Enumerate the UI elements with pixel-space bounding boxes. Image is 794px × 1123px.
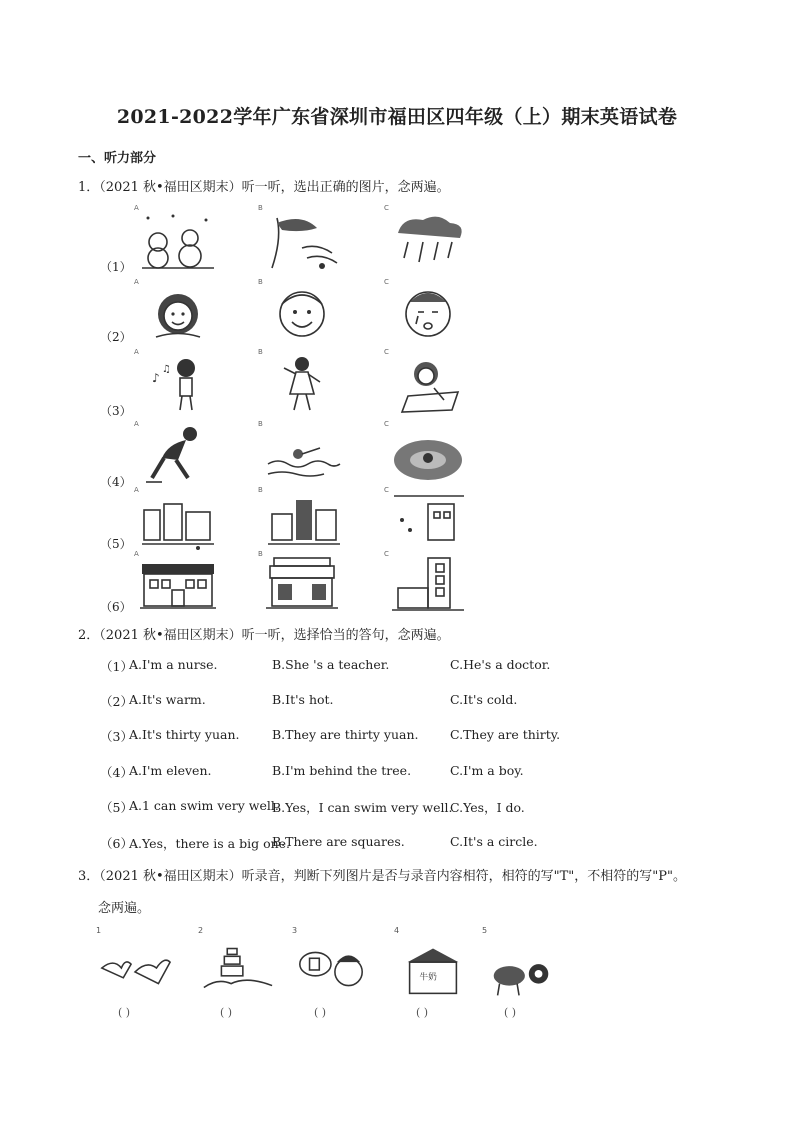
option-a[interactable]: A.Yes，there is a big one. [129, 836, 291, 851]
picture-row-number: （2） [100, 330, 132, 344]
picture-option-letter: B [258, 348, 263, 356]
picture-row-number: （4） [100, 475, 132, 489]
option-a[interactable]: A.I'm a nurse. [129, 657, 218, 672]
girl-singing-icon [134, 348, 218, 414]
picture-option-letter: C [384, 348, 389, 356]
picture-option-letter: A [134, 348, 139, 356]
smiling-boy-face-icon [258, 278, 342, 344]
crying-face-icon [384, 278, 468, 344]
svg-text:♪: ♪ [152, 371, 160, 385]
answer-blank[interactable]: ( ) [416, 1006, 429, 1019]
picture-option-letter: A [134, 420, 139, 428]
option-b[interactable]: B.There are squares. [272, 834, 405, 849]
option-b[interactable]: B.It's hot. [272, 692, 334, 707]
option-number: （3） [100, 729, 133, 744]
option-c[interactable]: C.It's a circle. [450, 834, 538, 849]
picture-option-letter: A [134, 486, 139, 494]
option-number: （5） [100, 800, 133, 815]
section-heading-listening: 一、听力部分 [78, 151, 157, 166]
svg-text:♫: ♫ [162, 364, 171, 375]
svg-text:牛奶: 牛奶 [419, 972, 437, 983]
answer-blank[interactable]: ( ) [118, 1006, 131, 1019]
swimmer-in-pool-icon [384, 420, 468, 486]
option-c[interactable]: C.I'm a boy. [450, 763, 524, 778]
picture-row-number: （6） [100, 600, 132, 614]
option-b[interactable]: B.She 's a teacher. [272, 657, 390, 672]
shops-scene-icon [258, 486, 342, 552]
option-b[interactable]: B.Yes，I can swim very well. [272, 800, 453, 815]
page-title: 2021-2022学年广东省深圳市福田区四年级（上）期末英语试卷 [116, 106, 678, 128]
picture-option-letter: A [134, 550, 139, 558]
question-1-heading: 1．（2021 秋•福田区期末）听一听，选出正确的图片，念两遍。 [78, 180, 450, 195]
girl-dancing-icon [258, 348, 342, 414]
pagoda-landscape-icon [198, 926, 276, 1000]
option-b[interactable]: B.I'm behind the tree. [272, 763, 412, 778]
girl-face-icon [134, 278, 218, 344]
picture-option-letter: B [258, 204, 263, 212]
picture-number: 5 [482, 926, 488, 935]
answer-blank[interactable]: ( ) [314, 1006, 327, 1019]
picture-row-number: （1） [100, 260, 132, 274]
library-building-icon [384, 550, 468, 616]
snowman-kids-icon [134, 204, 218, 270]
option-c[interactable]: C.It's cold. [450, 692, 518, 707]
doves-icon [96, 926, 174, 1000]
picture-option-letter: C [384, 486, 389, 494]
option-a[interactable]: A.1 can swim very well. [129, 798, 279, 813]
windy-tree-icon [258, 204, 342, 270]
skater-icon [134, 420, 218, 486]
girl-drawing-icon [384, 348, 468, 414]
option-a[interactable]: A.I'm eleven. [129, 763, 212, 778]
option-c[interactable]: C.Yes，I do. [450, 800, 525, 815]
option-a[interactable]: A.It's thirty yuan. [129, 727, 240, 742]
picture-option-letter: B [258, 278, 263, 286]
option-c[interactable]: C.He's a doctor. [450, 657, 551, 672]
option-b[interactable]: B.They are thirty yuan. [272, 727, 419, 742]
option-c[interactable]: C.They are thirty. [450, 727, 561, 742]
picture-option-letter: C [384, 204, 389, 212]
picture-row-number: （5） [100, 537, 132, 551]
picture-option-letter: A [134, 278, 139, 286]
town-scene-icon [384, 486, 468, 552]
picture-option-letter: B [258, 486, 263, 494]
picture-option-letter: B [258, 550, 263, 558]
picture-row-number: （3） [100, 404, 132, 418]
milk-carton-icon [394, 926, 472, 1000]
picture-option-letter: A [134, 204, 139, 212]
picture-number: 2 [198, 926, 204, 935]
picture-option-letter: C [384, 420, 389, 428]
option-a[interactable]: A.It's warm. [129, 692, 206, 707]
picture-number: 4 [394, 926, 400, 935]
boy-drinking-icon [292, 926, 370, 1000]
option-number: （1） [100, 659, 133, 674]
picture-option-letter: C [384, 550, 389, 558]
rainy-storm-icon [384, 204, 468, 270]
picture-option-letter: B [258, 420, 263, 428]
swimmer-icon [258, 420, 342, 486]
question-3-subtext: 念两遍。 [98, 901, 151, 916]
option-number: （6） [100, 836, 133, 851]
animals-icon [482, 926, 560, 1000]
picture-number: 1 [96, 926, 102, 935]
picture-number: 3 [292, 926, 298, 935]
school-building-icon [134, 550, 218, 616]
answer-blank[interactable]: ( ) [504, 1006, 517, 1019]
picture-option-letter: C [384, 278, 389, 286]
question-2-heading: 2．（2021 秋•福田区期末）听一听，选择恰当的答句，念两遍。 [78, 628, 450, 643]
option-number: （4） [100, 765, 133, 780]
option-number: （2） [100, 694, 133, 709]
answer-blank[interactable]: ( ) [220, 1006, 233, 1019]
bookstore-building-icon [258, 550, 342, 616]
question-3-heading: 3．（2021 秋•福田区期末）听录音，判断下列图片是否与录音内容相符，相符的写"T"，不相符的写"P"。 [78, 869, 686, 884]
street-scene-icon [134, 486, 218, 552]
